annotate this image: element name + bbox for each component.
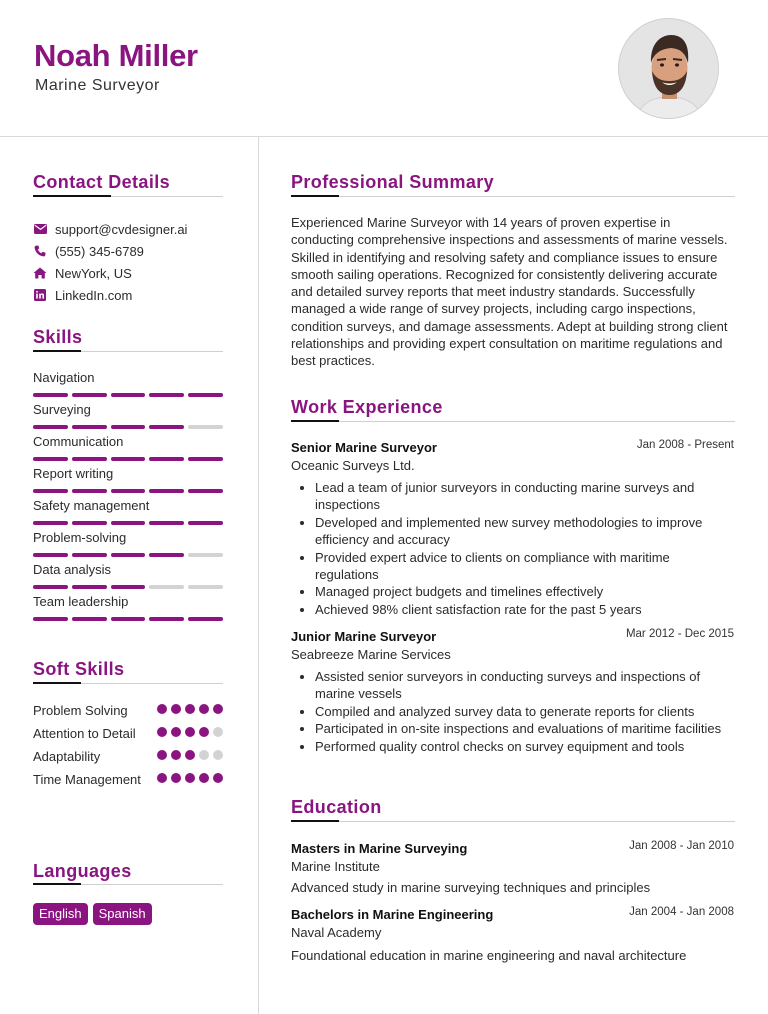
soft-skill-rating bbox=[157, 748, 223, 765]
job-bullet: Achieved 98% client satisfaction rate for the past 5 years bbox=[315, 601, 735, 618]
soft-skill-item bbox=[33, 771, 223, 788]
soft-skill-item bbox=[33, 725, 223, 742]
skill-level-segment bbox=[72, 393, 107, 397]
column-divider bbox=[258, 137, 259, 1014]
rating-dot bbox=[185, 727, 195, 737]
contact-linkedin[interactable] bbox=[33, 284, 187, 306]
skill-level-bar bbox=[33, 617, 223, 621]
skill-level-bar bbox=[33, 425, 223, 429]
skill-level-bar bbox=[33, 553, 223, 557]
languages-section-title: Languages bbox=[33, 861, 132, 881]
rating-dot bbox=[199, 727, 209, 737]
degree-description: Foundational education in marine engineering and naval architecture bbox=[291, 948, 687, 963]
skill-item bbox=[33, 434, 223, 466]
skill-label: Team leadership bbox=[33, 594, 129, 609]
rating-dot bbox=[171, 773, 181, 783]
skill-level-segment bbox=[111, 457, 146, 461]
job-bullet: Participated in on-site inspections and evaluations of maritime facilities bbox=[315, 720, 735, 737]
skill-level-segment bbox=[33, 489, 68, 493]
envelope-icon bbox=[33, 222, 47, 236]
job-bullet: Developed and implemented new survey methodologies to improve efficiency and accuracy bbox=[315, 514, 735, 549]
languages-list bbox=[33, 903, 152, 925]
rating-dot bbox=[213, 727, 223, 737]
skill-level-bar bbox=[33, 457, 223, 461]
job-bullet: Performed quality control checks on survey equipment and tools bbox=[315, 738, 735, 755]
candidate-role: Marine Surveyor bbox=[35, 77, 160, 94]
contact-section-rule bbox=[33, 196, 223, 197]
degree-description: Advanced study in marine surveying techniques and principles bbox=[291, 880, 651, 895]
skill-level-bar bbox=[33, 585, 223, 589]
rating-dot bbox=[185, 773, 195, 783]
skill-level-segment bbox=[111, 553, 146, 557]
soft-skill-item bbox=[33, 702, 223, 719]
skill-level-segment bbox=[188, 617, 223, 621]
skill-level-segment bbox=[72, 617, 107, 621]
skill-level-segment bbox=[188, 457, 223, 461]
contact-phone-text: (555) 345-6789 bbox=[55, 243, 144, 259]
skills-list bbox=[33, 370, 223, 626]
skill-level-segment bbox=[33, 521, 68, 525]
skill-level-segment bbox=[111, 617, 146, 621]
rating-dot bbox=[213, 704, 223, 714]
skill-level-segment bbox=[188, 425, 223, 429]
rating-dot bbox=[199, 750, 209, 760]
skill-level-bar bbox=[33, 521, 223, 525]
skill-label: Safety management bbox=[33, 498, 150, 513]
skill-label: Problem-solving bbox=[33, 530, 127, 545]
soft-skill-label: Time Management bbox=[33, 772, 141, 787]
soft-skill-item bbox=[33, 748, 223, 765]
contact-location-text: NewYork, US bbox=[55, 265, 132, 281]
degree-title: Bachelors in Marine Engineering bbox=[291, 907, 494, 922]
skill-label: Navigation bbox=[33, 370, 95, 385]
degree-date: Jan 2004 - Jan 2008 bbox=[629, 906, 734, 918]
soft-skills-list bbox=[33, 702, 223, 794]
experience-section-rule bbox=[291, 421, 735, 422]
skill-level-segment bbox=[188, 393, 223, 397]
skill-item bbox=[33, 594, 223, 626]
skill-level-bar bbox=[33, 489, 223, 493]
skill-item bbox=[33, 370, 223, 402]
skill-level-segment bbox=[72, 425, 107, 429]
rating-dot bbox=[213, 773, 223, 783]
skill-level-segment bbox=[188, 585, 223, 589]
skill-level-segment bbox=[33, 617, 68, 621]
skill-level-segment bbox=[111, 585, 146, 589]
skill-level-segment bbox=[149, 585, 184, 589]
skill-level-bar bbox=[33, 393, 223, 397]
skill-item bbox=[33, 498, 223, 530]
rating-dot bbox=[199, 773, 209, 783]
skill-level-segment bbox=[72, 457, 107, 461]
skill-item bbox=[33, 466, 223, 498]
skill-level-segment bbox=[149, 553, 184, 557]
skill-level-segment bbox=[149, 617, 184, 621]
job-bullets bbox=[315, 479, 735, 618]
soft-skill-rating bbox=[157, 725, 223, 742]
phone-icon bbox=[33, 244, 47, 258]
education-section-rule bbox=[291, 821, 735, 822]
skill-item bbox=[33, 402, 223, 434]
contact-list bbox=[33, 218, 187, 306]
degree-date: Jan 2008 - Jan 2010 bbox=[629, 840, 734, 852]
resume-header bbox=[0, 0, 768, 137]
skill-level-segment bbox=[149, 489, 184, 493]
degree-title: Masters in Marine Surveying bbox=[291, 841, 468, 856]
skill-level-segment bbox=[111, 393, 146, 397]
skill-level-segment bbox=[72, 489, 107, 493]
rating-dot bbox=[157, 750, 167, 760]
skill-level-segment bbox=[33, 457, 68, 461]
skill-level-segment bbox=[33, 425, 68, 429]
soft-skill-rating bbox=[157, 771, 223, 788]
soft-skills-section-rule bbox=[33, 683, 223, 684]
skills-section-rule bbox=[33, 351, 223, 352]
job-bullet: Compiled and analyzed survey data to generate reports for clients bbox=[315, 703, 735, 720]
rating-dot bbox=[171, 727, 181, 737]
rating-dot bbox=[171, 704, 181, 714]
job-date: Jan 2008 - Present bbox=[636, 439, 734, 451]
job-title: Junior Marine Surveyor bbox=[291, 629, 437, 644]
skill-level-segment bbox=[188, 489, 223, 493]
skill-level-segment bbox=[188, 553, 223, 557]
skill-label: Communication bbox=[33, 434, 124, 449]
rating-dot bbox=[185, 750, 195, 760]
education-section-title: Education bbox=[291, 797, 382, 817]
rating-dot bbox=[199, 704, 209, 714]
skill-level-segment bbox=[33, 585, 68, 589]
contact-email-text: support@cvdesigner.ai bbox=[55, 221, 188, 237]
linkedin-icon bbox=[33, 288, 47, 302]
skill-label: Report writing bbox=[33, 466, 114, 481]
skill-level-segment bbox=[149, 393, 184, 397]
rating-dot bbox=[157, 727, 167, 737]
candidate-name: Noah Miller bbox=[34, 38, 198, 73]
rating-dot bbox=[157, 704, 167, 714]
soft-skill-label: Adaptability bbox=[33, 749, 101, 764]
contact-linkedin-text: LinkedIn.com bbox=[55, 287, 133, 303]
rating-dot bbox=[213, 750, 223, 760]
languages-section-rule bbox=[33, 884, 223, 885]
profile-portrait-illustration bbox=[619, 19, 719, 119]
skill-level-segment bbox=[111, 489, 146, 493]
job-bullet: Assisted senior surveyors in conducting surveys and inspections of marine vessels bbox=[315, 668, 735, 703]
degree-school: Marine Institute bbox=[291, 859, 380, 874]
soft-skills-section-title: Soft Skills bbox=[33, 659, 125, 679]
job-company: Seabreeze Marine Services bbox=[291, 647, 451, 662]
summary-section-rule bbox=[291, 196, 735, 197]
language-badge: Spanish bbox=[93, 903, 152, 925]
rating-dot bbox=[171, 750, 181, 760]
skill-level-segment bbox=[149, 425, 184, 429]
rating-dot bbox=[157, 773, 167, 783]
job-date: Mar 2012 - Dec 2015 bbox=[625, 628, 734, 640]
skill-level-segment bbox=[188, 521, 223, 525]
skill-level-segment bbox=[33, 553, 68, 557]
skill-level-segment bbox=[111, 521, 146, 525]
job-company: Oceanic Surveys Ltd. bbox=[291, 458, 415, 473]
skill-level-segment bbox=[72, 553, 107, 557]
contact-section-title: Contact Details bbox=[33, 172, 171, 192]
skill-level-segment bbox=[149, 521, 184, 525]
summary-section-title: Professional Summary bbox=[291, 172, 495, 192]
soft-skill-rating bbox=[157, 702, 223, 719]
experience-section-title: Work Experience bbox=[291, 397, 443, 417]
job-bullet: Provided expert advice to clients on compliance with maritime regulations bbox=[315, 549, 735, 584]
job-bullet: Lead a team of junior surveyors in conducting marine surveys and inspections bbox=[315, 479, 735, 514]
job-title: Senior Marine Surveyor bbox=[291, 440, 437, 455]
skill-item bbox=[33, 562, 223, 594]
skill-level-segment bbox=[72, 521, 107, 525]
contact-phone[interactable] bbox=[33, 240, 187, 262]
soft-skill-label: Problem Solving bbox=[33, 703, 128, 718]
profile-photo bbox=[618, 18, 719, 119]
skill-level-segment bbox=[33, 393, 68, 397]
rating-dot bbox=[185, 704, 195, 714]
language-badge: English bbox=[33, 903, 88, 925]
summary-text: Experienced Marine Surveyor with 14 years of proven expertise in conducting comprehensive inspections and assessments of marine vessels. Skilled in identifying and resolving safety and compliance issues to ensure smooth sailing operations. Recognized for consistently delivering accurate and detailed survey reports that meet industry standards. Successfully managed a wide range of survey projects, including cargo inspections, condition surveys, and damage assessments. Adept at building strong client relationships and providing expert consultation on maritime regulations and best practices. bbox=[291, 215, 728, 369]
job-bullets bbox=[315, 668, 735, 755]
home-icon bbox=[33, 266, 47, 280]
contact-email[interactable] bbox=[33, 218, 187, 240]
soft-skill-label: Attention to Detail bbox=[33, 726, 136, 741]
contact-location bbox=[33, 262, 187, 284]
skill-label: Surveying bbox=[33, 402, 91, 417]
job-bullet: Managed project budgets and timelines effectively bbox=[315, 583, 735, 600]
skill-label: Data analysis bbox=[33, 562, 112, 577]
skill-level-segment bbox=[72, 585, 107, 589]
skill-level-segment bbox=[111, 425, 146, 429]
skill-item bbox=[33, 530, 223, 562]
skill-level-segment bbox=[149, 457, 184, 461]
degree-school: Naval Academy bbox=[291, 925, 382, 940]
skills-section-title: Skills bbox=[33, 327, 83, 347]
